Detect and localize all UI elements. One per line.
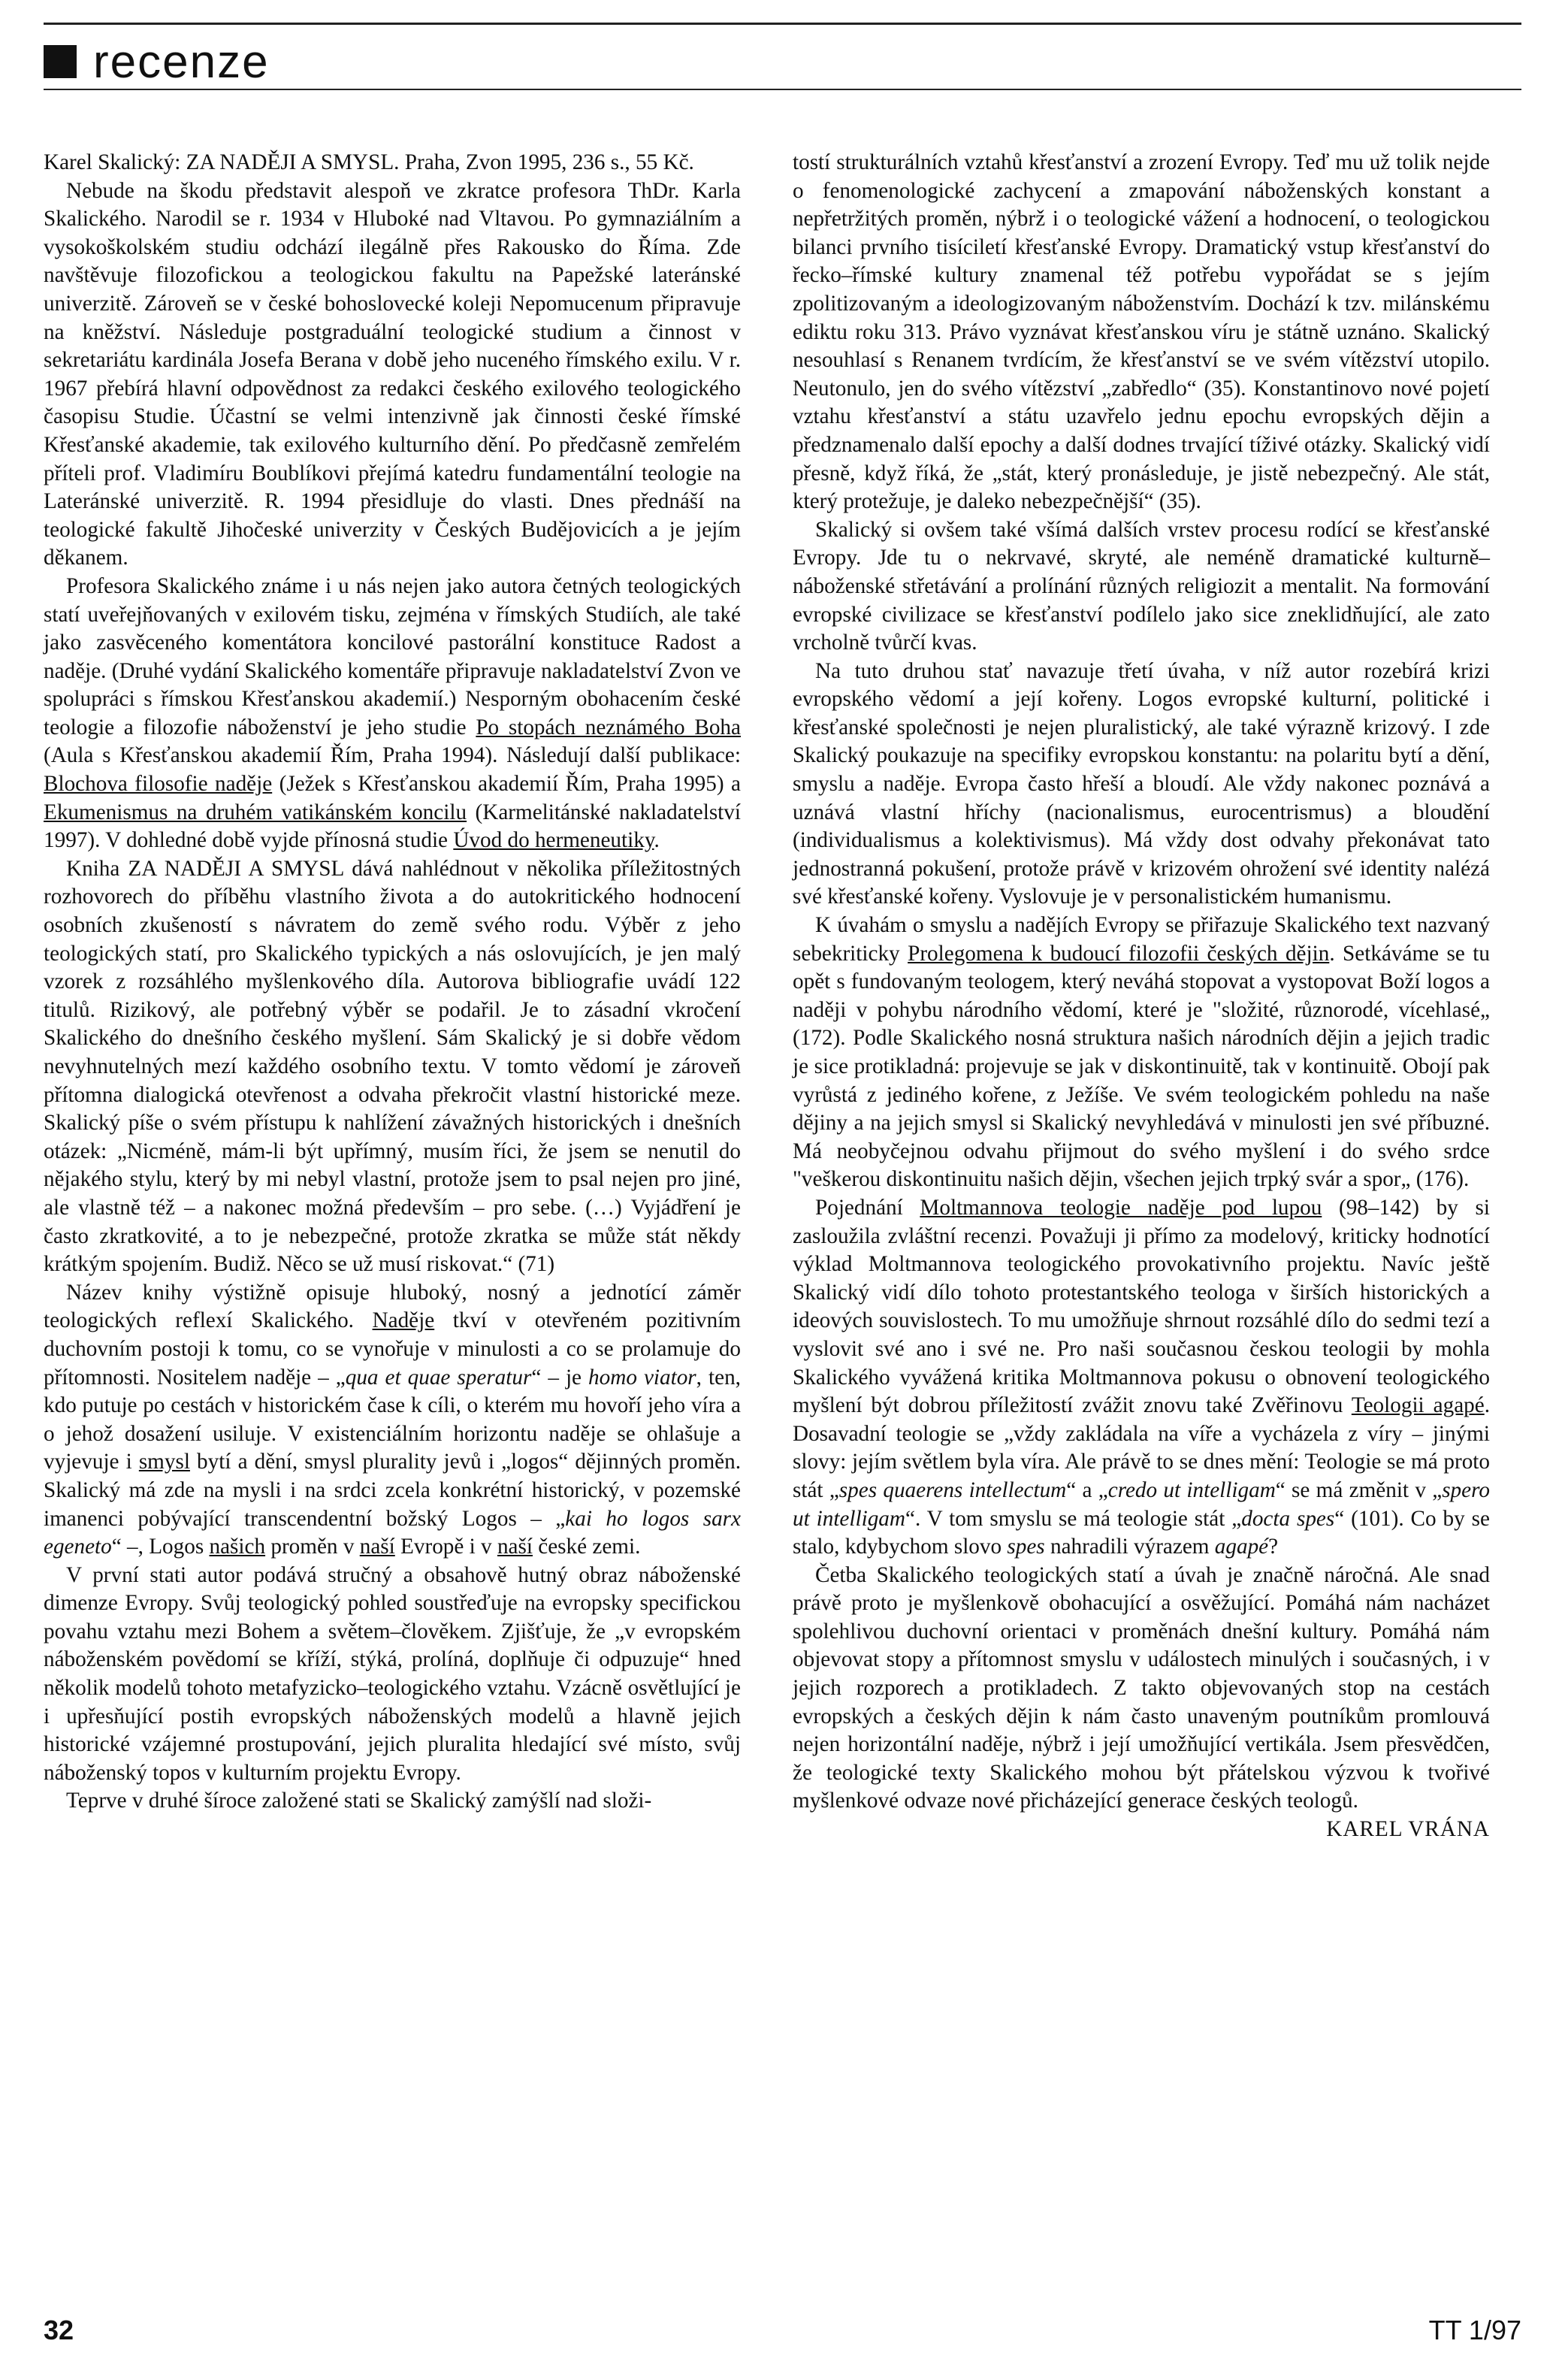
paragraph: Skalický si ovšem také všímá dalších vrstev procesu rodící se křesťanské Evropy. Jde tu o nekrvavé, skryté, ale neméně dramatické kulturně–náboženské střetávání a prolínání různých religiozit a mentalit. Na formování evropské civilizace se křesťanství podílelo jako sice zneklidňující, ale zato vrcholně tvůrčí kvas. — [793, 517, 1490, 655]
book-info: Karel Skalický: ZA NADĚJI A SMYSL. Praha, Zvon 1995, 236 s., 55 Kč. — [44, 150, 694, 174]
top-rule — [44, 23, 1521, 25]
book-title: Blochova filosofie naděje — [44, 772, 273, 797]
paragraph: tostí strukturálních vztahů křesťanství a zrození Evropy. Teď mu už tolik nejde o fenomenologické zachycení a zmapování náboženských konstant a nepřetržitých proměn, nýbrž i o teologické vážení a hodnocení, o teologickou bilanci prvního tisíciletí křesťanské Evropy. Dramatický vstup křesťanství do řecko–římské kultury znamenal též potřebu vypořádat se s jejím zpolitizovaným a ideologizovaným náboženstvím. Dochází k tzv. milánskému ediktu roku 313. Právo vyznávat křesťanskou víru je státně uznáno. Skalický nesouhlasí s Renanem tvrdícím, že křesťanství se ve svém vítězství utopilo. Neutonulo, jen do svého vítězství „zabředlo“ (35). Konstantinovo nové pojetí vztahu křesťanství a státu uzavřelo jednu epochu evropských dějin a předznamenalo další epochy a další dodnes trvající tíživé otázky. Skalický vidí přesně, když říká, že „stát, který pronásleduje, je jistě nebezpečný. Ale stát, který protežuje, je daleko nebezpečnější“ (35). — [793, 150, 1490, 514]
section-title: recenze — [93, 35, 270, 88]
book-title: Po stopách neznámého Boha — [476, 715, 741, 739]
paragraph: V první stati autor podává stručný a obsahově hutný obraz náboženské dimenze Evropy. Svůj teologický pohled soustřeďuje na evropsky specifickou povahu vztahu mezi Bohem a světem–člověkem. Zjišťuje, že „v evropském náboženském povědomí se kříží, stýká, prolíná, doplňuje či odpuzuje“ hned několik modelů tohoto metafyzicko–teologického vztahu. Vzácně osvětlující je i upřesňující postih evropských náboženských modelů a hlavně jejich historické vzájemné prostupování, jejich pluralita hledající své místo, svůj náboženský topos v kulturním projektu Evropy. — [44, 1562, 741, 1785]
book-title: Úvod do hermeneutiky — [453, 828, 654, 853]
author-signature: KAREL VRÁNA — [1326, 1817, 1490, 1842]
book-title: Prolegomena k budoucí filozofii českých dějin — [908, 941, 1330, 966]
square-bullet-icon — [44, 45, 77, 78]
right-column — [793, 149, 1490, 1844]
paragraph: Profesora Skalického známe i u nás nejen jako autora četných teologických statí uveřejňovaných v exilovém tisku, zejména v římských Studiích, ale také jako zasvěceného komentátora koncilové pastorální konstituce Radost a naděje. (Druhé vydání Skalického komentáře připravuje nakladatelství Zvon ve spolupráci s římskou Křesťanskou akademií.) Nesporným obohacením české teologie a filozofie náboženství je jeho studie Po stopách neznámého Boha (Aula s Křesťanskou akademií Řím, Praha 1994). Následují další publikace: Blochova filosofie naděje (Ježek s Křesťanskou akademií Řím, Praha 1995) a Ekumenismus na druhém vatikánském koncilu (Karmelitánské nakladatelství 1997). V dohledné době vyjde přínosná studie Úvod do hermeneutiky. — [44, 573, 741, 853]
page-number: 32 — [44, 2315, 74, 2345]
paragraph: Četba Skalického teologických statí a úvah je značně náročná. Ale snad právě proto je myšlenkově obohacující a osvěžující. Pomáhá nám nacházet spolehlivou duchovní orientaci v proměnách dnešní kultury. Pomáhá nám objevovat stopy a přítomnost smyslu v událostech minulých i současných, i v jejich rozporech a protikladech. Z takto objevovaných stop na cestách evropských a českých dějin k nám často unaveným poutníkům promlouvá nejen horizontální naděje, nýbrž i její umožňující vertikála. Jsem přesvědčen, že teologické texty Skalického mohou být přátelskou výzvou k tvořivé myšlenkové odvaze nové přicházející generace českých teologů. — [793, 1562, 1490, 1813]
paragraph: Nebude na škodu představit alespoň ve zkratce profesora ThDr. Karla Skalického. Narodil se r. 1934 v Hluboké nad Vltavou. Po gymnaziálním a vysokoškolském studiu odchází ilegálně přes Rakousko do Říma. Zde navštěvuje filozofickou a teologickou fakultu na Papežské lateránské univerzitě. Zároveň se v české bohoslovecké koleji Nepomucenum připravuje na kněžství. Následuje postgraduální teologické studium a činnost v sekretariátu kardinála Josefa Berana v době jeho nuceného římského exilu. V r. 1967 přebírá hlavní odpovědnost za redakci českého exilového teologického časopisu Studie. Účastní se velmi intenzivně jak činnosti české římské Křesťanské akademie, tak exilového kulturního dění. Po předčasně zemřelém příteli prof. Vladimíru Boublíkovi přejímá katedru fundamentální teologie na Lateránské univerzitě. R. 1994 přesidluje do vlasti. Dnes přednáší na teologické fakultě Jihočeské univerzity v Českých Budějovicích a je jejím děkanem. — [44, 178, 741, 570]
paragraph: Název knihy výstižně opisuje hluboký, nosný a jednotící záměr teologických reflexí Skalického. Naděje tkví v otevřeném pozitivním duchovním postoji k tomu, co se vynořuje v minulosti a co se prolamuje do přítomnosti. Nositelem naděje – „qua et quae speratur“ – je homo viator, ten, kdo putuje po cestách v historickém čase k cíli, o kterém mu hovoří jeho víra a o jehož dosažení usiluje. V existenciálním horizontu naděje se ohlašuje a vyjevuje i smysl bytí a dění, smysl plurality jevů i „logos“ dějinných proměn. Skalický má zde na mysli i na srdci zcela konkrétní historický, v pozemské imanenci pobývající transcendentní božský Logos – „kai ho logos sarx egeneto“ –, Logos našich proměn v naší Evropě i v naší české zemi. — [44, 1280, 741, 1559]
paragraph: Teprve v druhé šíroce založené stati se Skalický zamýšlí nad složi- — [66, 1789, 652, 1813]
section-header — [44, 32, 270, 92]
issue-label: TT 1/97 — [1428, 2315, 1521, 2345]
book-title: Ekumenismus na druhém vatikánském koncilu — [44, 800, 467, 824]
left-column — [44, 149, 741, 1816]
book-title: Moltmannova teologie naděje pod lupou — [920, 1195, 1322, 1220]
paragraph: Na tuto druhou stať navazuje třetí úvaha, v níž autor rozebírá krizi evropského vědomí a její kořeny. Logos evropské kulturní, politické i křesťanské společnosti je nejen pluralistický, ale také výrazně krizový. I zde Skalický poukazuje na specifiky evropskou konstantu: na polaritu bytí a dění, smyslu a naděje. Evropa často hřeší a bloudí. Ale vždy nakonec poznává a uznává vlastní hříchy (nacionalismus, eurocentrismus) a bloudění (individualismus a kolektivismus). Má vždy dost odvahy překonávat tato jednostranná pokušení, protože právě v krizovém ohrožení své identity nalézá své křesťanské kořeny. Vyslovuje je v personalistickém humanismu. — [793, 658, 1490, 909]
paragraph: Pojednání Moltmannova teologie naděje pod lupou (98–142) by si zasloužila zvláštní recenzi. Považuji ji přímo za modelový, kriticky hodnotící výklad Moltmannova teologického provokativního projektu. Navíc ještě Skalický vidí dílo tohoto protestantského teologa v širších historických a ideových souvislostech. To mu umožňuje shrnout rozsáhlé dílo do sedmi tezí a vyslovit své ano i své ne. Pro naši současnou českou teologii by mohla Skalického vyvážená kritika Moltmannova pokusu o obnovení teologického myšlení být dobrou příležitostí zvážit znovu také Zvěřinovu Teologii agapé. Dosavadní teologie se „vždy zakládala na víře a vycházela z víry – jinými slovy: jejím světlem byla víra. Ale právě to se dnes mění: Teologie se má proto stát „spes quaerens intellectum“ a „credo ut intelligam“ se má změnit v „spero ut intelligam“. V tom smyslu se má teologie stát „docta spes“ (101). Co by se stalo, kdybychom slovo spes nahradili výrazem agapé? — [793, 1195, 1491, 1559]
paragraph: Kniha ZA NADĚJI A SMYSL dává nahlédnout v několika příležitostných rozhovorech do příběhu vlastního života a do autokritického hodnocení osobních zkušeností s návratem do země svého rodu. Výběr z jeho teologických statí, pro Skalického typických a nás oslovujících, je jen malý vzorek z rozsáhlého myšlenkového díla. Autorova bibliografie uvádí 122 titulů. Rizikový, ale potřebný výběr se podařil. Je to zásadní vkročení Skalického do dnešního českého myšlení. Sám Skalický je si dobře vědom nevyhnutelných mezí každého osobního textu. V tomto vědomí je zároveň přítomna dialogická otevřenost a odvaha překročit vlastní historické meze. Skalický píše o svém přístupu k nahlížení závažných historických i dnešních otázek: „Nicméně, mám-li být upřímný, musím říci, že jsem se nenutil do nějakého stylu, který by mi nebyl vlastní, protože jsem to psal nejen pro jiné, ale vlastně též – a nakonec možná především – pro sebe. (…) Vyjádření je často zkratkovité, a to je nebezpečné, protože zkratka se může stát někdy krátkým spojením. Budiž. Něco se už musí riskovat.“ (71) — [44, 856, 741, 1277]
paragraph: K úvahám o smyslu a nadějích Evropy se přiřazuje Skalického text nazvaný sebekriticky Prolegomena k budoucí filozofii českých dějin. Setkáváme se tu opět s fundovaným teologem, který neváhá stopovat a vystopovat Boží logos a naději v pohybu národního vědomí, které je "složité, různorodé, vícehlasé„ (172). Podle Skalického nosná struktura našich národních dějin a jejich tradic je sice protikladná: projevuje se jak v diskontinuitě, tak v kontinuitě. Obojí pak vyrůstá z jediného kořene, z Ježíše. Ve svém teologickém pohledu na naše dějiny a na jejich smysl si Skalický nevyhledává v minulosti jen své příbuzné. Má neobyčejnou odvahu přijmout do svého myšlení i do svého srdce "veškerou diskontinuitu našich dějin, všechen jejich trpký svár a spor„ (176). — [793, 913, 1490, 1192]
header-rule — [44, 89, 1521, 90]
book-title: Teologii agapé — [1351, 1393, 1485, 1418]
